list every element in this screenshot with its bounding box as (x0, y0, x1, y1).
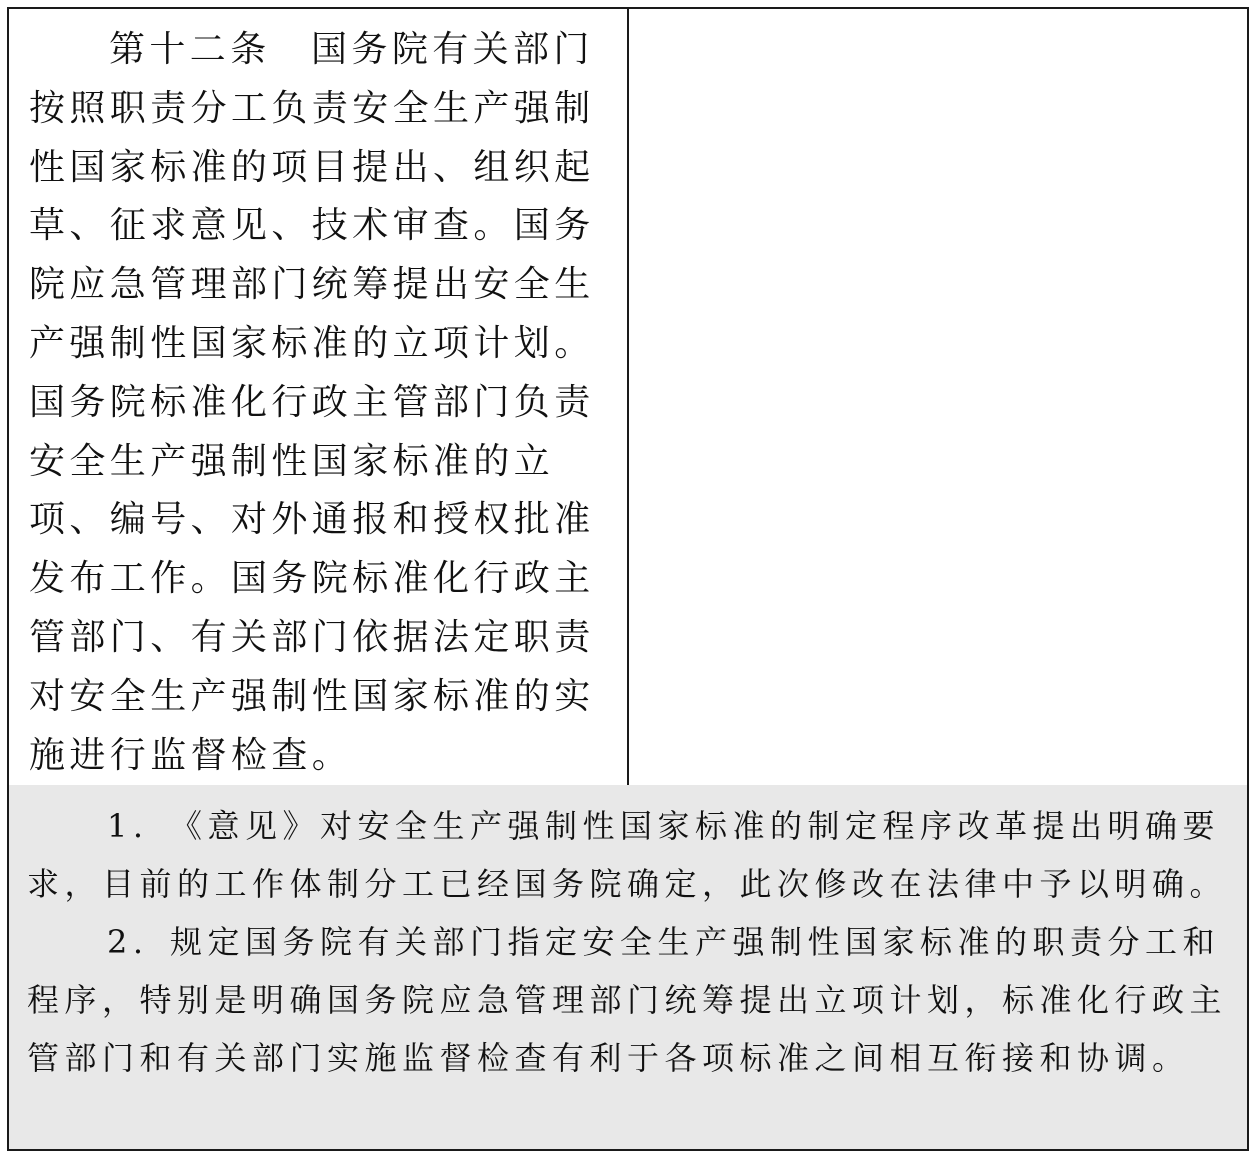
comparison-table (7, 7, 1249, 1151)
empty-cell (629, 9, 1247, 785)
article-heading: 第十二条 (109, 29, 271, 70)
notes-panel (9, 785, 1247, 1149)
note-number: 2. (107, 923, 149, 961)
note-text: 《意见》对安全生产强制性国家标准的制定程序改革提出明确要求，目前的工作体制分工已经国务院确定，此次修改在法律中予以明确。 (27, 807, 1228, 903)
note-text: 规定国务院有关部门指定安全生产强制性国家标准的职责分工和程序，特别是明确国务院应急管理部门统筹提出立项计划，标准化行政主管部门和有关部门实施监督检查有利于各项标准之间相互衔接和协调。 (27, 923, 1228, 1077)
note-item (27, 913, 1227, 1087)
note-gap (149, 923, 171, 961)
article-paragraph (29, 21, 619, 785)
article-cell (9, 9, 629, 785)
note-number: 1. (107, 807, 149, 845)
note-item (27, 797, 1227, 913)
table-row (9, 9, 1247, 787)
article-gap (271, 29, 311, 70)
article-text: 国务院有关部门按照职责分工负责安全生产强制性国家标准的项目提出、组织起草、征求意见、技术审查。国务院应急管理部门统筹提出安全生产强制性国家标准的立项计划。国务院标准化行政主管部门负责安全生产强制性国家标准的立项、编号、对外通报和授权批准发布工作。国务院标准化行政主管部门、有关部门依据法定职责对安全生产强制性国家标准的实施进行监督检查。 (29, 29, 595, 776)
note-gap (149, 807, 171, 845)
